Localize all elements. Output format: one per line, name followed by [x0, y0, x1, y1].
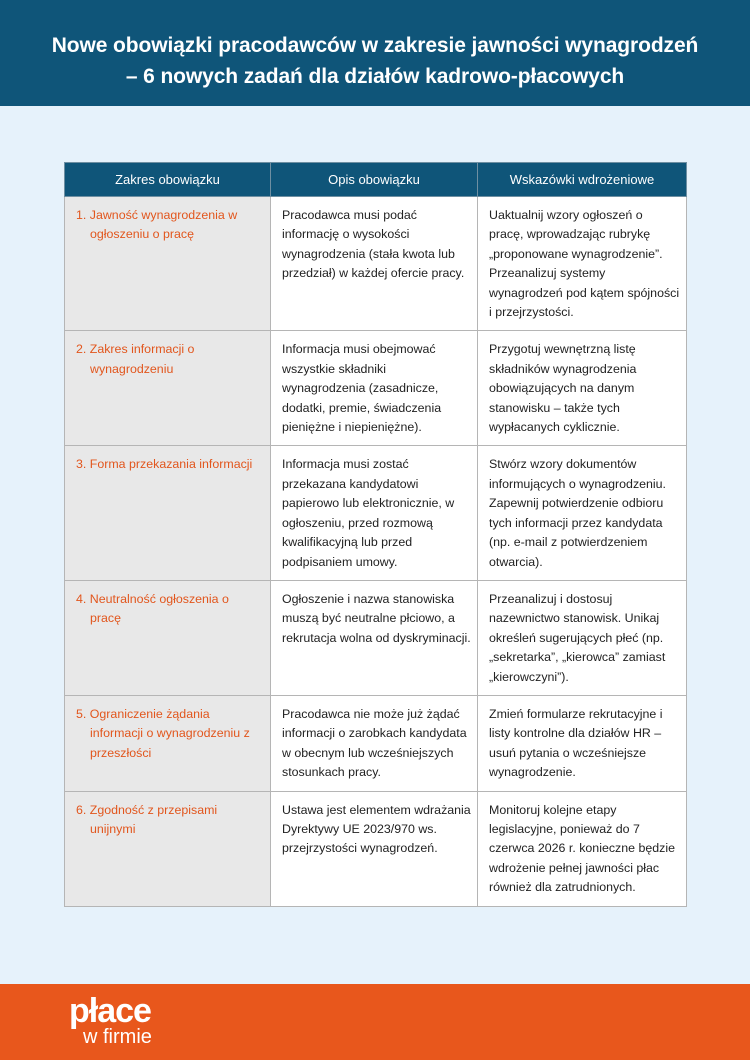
column-header-description: Opis obowiązku: [271, 163, 478, 197]
description-cell: Pracodawca musi podać informację o wysokości wynagrodzenia (stała kwota lub przedział) w każdej ofercie pracy.: [271, 197, 478, 331]
table-row: [65, 446, 687, 580]
obligations-table: [64, 162, 687, 907]
scope-label: 3. Forma przekazania informacji: [76, 457, 253, 472]
description-cell: Ustawa jest elementem wdrażania Dyrektywy UE 2023/970 ws. przejrzystości wynagrodzeń.: [271, 791, 478, 906]
page-header: [0, 0, 750, 106]
table-header-row: [65, 163, 687, 197]
scope-label: 6. Zgodność z przepisami unijnymi: [76, 802, 218, 836]
scope-cell: [65, 791, 271, 906]
column-header-scope: Zakres obowiązku: [65, 163, 271, 197]
guidance-cell: Przeanalizuj i dostosuj nazewnictwo stanowisk. Unikaj określeń sugerujących płeć (np. „sekretarka”, „kierowca” zamiast „kierowczyni”).: [478, 580, 687, 695]
description-cell: Informacja musi zostać przekazana kandydatowi papierowo lub elektronicznie, w ogłoszeniu, przed rozmową kwalifikacyjną lub przed podpisaniem umowy.: [271, 446, 478, 580]
scope-label: 1. Jawność wynagrodzenia w ogłoszeniu o pracę: [76, 208, 238, 242]
table-row: [65, 580, 687, 695]
scope-label: 5. Ograniczenie żądania informacji o wynagrodzeniu z przeszłości: [76, 706, 250, 760]
scope-cell: [65, 580, 271, 695]
scope-label: 2. Zakres informacji o wynagrodzeniu: [76, 342, 195, 376]
guidance-cell: Zmień formularze rekrutacyjne i listy kontrolne dla działów HR – usuń pytania o wcześniejsze wynagrodzenie.: [478, 695, 687, 791]
guidance-cell: Stwórz wzory dokumentów informujących o wynagrodzeniu. Zapewnij potwierdzenie odbioru tych informacji przez kandydata (np. e-mail z potwierdzeniem otwarcia).: [478, 446, 687, 580]
logo-text-line-1: płace: [69, 992, 151, 1030]
guidance-cell: Uaktualnij wzory ogłoszeń o pracę, wprowadzając rubrykę „proponowane wynagrodzenie”. Przeanalizuj systemy wynagrodzeń pod kątem spójności i przejrzystości.: [478, 197, 687, 331]
logo-text-line-2: w firmie: [83, 1026, 152, 1048]
table-row: [65, 791, 687, 906]
guidance-cell: Monitoruj kolejne etapy legislacyjne, ponieważ do 7 czerwca 2026 r. konieczne będzie wdrożenie pełnej jawności płac również dla zatrudnionych.: [478, 791, 687, 906]
description-cell: Informacja musi obejmować wszystkie składniki wynagrodzenia (zasadnicze, dodatki, premie, świadczenia pieniężne i niepieniężne).: [271, 331, 478, 446]
scope-label: 4. Neutralność ogłoszenia o pracę: [76, 591, 229, 626]
scope-cell: [65, 446, 271, 580]
page-title-line-2: – 6 nowych zadań dla działów kadrowo-płacowych: [125, 65, 625, 88]
scope-cell: [65, 695, 271, 791]
table-row: [65, 331, 687, 446]
scope-cell: [65, 331, 271, 446]
scope-cell: [65, 197, 271, 331]
place-w-firmie-logo: [69, 992, 169, 1053]
guidance-cell: Przygotuj wewnętrzną listę składników wynagrodzenia obowiązujących na danym stanowisku – także tych wypłacanych cyklicznie.: [478, 331, 687, 446]
page-title-line-1: Nowe obowiązki pracodawców w zakresie jawności wynagrodzeń: [51, 34, 699, 57]
column-header-guidance: Wskazówki wdrożeniowe: [478, 163, 687, 197]
table-row: [65, 695, 687, 791]
description-cell: Pracodawca nie może już żądać informacji o zarobkach kandydata w obecnym lub wcześniejszych stosunkach pracy.: [271, 695, 478, 791]
table-row: [65, 197, 687, 331]
description-cell: Ogłoszenie i nazwa stanowiska muszą być neutralne płciowo, a rekrutacja wolna od dyskryminacji.: [271, 580, 478, 695]
